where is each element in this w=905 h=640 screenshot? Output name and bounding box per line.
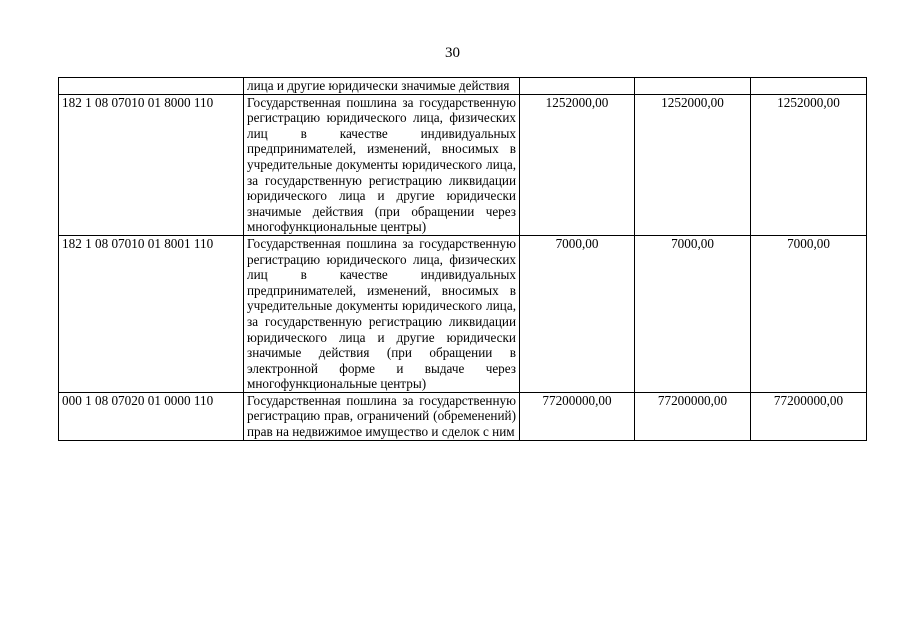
revenue-code-cell: 000 1 08 07020 01 0000 110	[59, 392, 244, 440]
revenue-code-cell	[59, 78, 244, 95]
revenue-name-cell: Государственная пошлина за государственную регистрацию юридического лица, физических лиц в качестве индивидуальных предпринимателей, изменений, вносимых в учредительные документы юридического лица, за государственную регистрацию ликвидации юридического лица и другие юридически значимые действия (при обращении в электронной форме и выдаче через многофункциональные центры)	[244, 235, 520, 392]
amount-year1-cell: 7000,00	[520, 235, 635, 392]
amount-year2-cell	[635, 78, 751, 95]
amount-year3-cell	[751, 78, 867, 95]
amount-year1-cell	[520, 78, 635, 95]
amount-year1-cell: 77200000,00	[520, 392, 635, 440]
table-row	[59, 392, 867, 440]
budget-revenue-table	[58, 77, 867, 441]
amount-year3-cell: 77200000,00	[751, 392, 867, 440]
revenue-code-cell: 182 1 08 07010 01 8000 110	[59, 94, 244, 235]
amount-year2-cell: 77200000,00	[635, 392, 751, 440]
revenue-code-cell: 182 1 08 07010 01 8001 110	[59, 235, 244, 392]
revenue-name-cell: лица и другие юридически значимые действия	[244, 78, 520, 95]
amount-year3-cell: 1252000,00	[751, 94, 867, 235]
table-row	[59, 78, 867, 95]
table-row	[59, 235, 867, 392]
amount-year2-cell: 1252000,00	[635, 94, 751, 235]
revenue-name-cell: Государственная пошлина за государственную регистрацию прав, ограничений (обременений) прав на недвижимое имущество и сделок с ним	[244, 392, 520, 440]
amount-year3-cell: 7000,00	[751, 235, 867, 392]
revenue-name-cell: Государственная пошлина за государственную регистрацию юридического лица, физических лиц в качестве индивидуальных предпринимателей, изменений, вносимых в учредительные документы юридического лица, за государственную регистрацию ликвидации юридического лица и другие юридически значимые действия (при обращении через многофункциональные центры)	[244, 94, 520, 235]
table-row	[59, 94, 867, 235]
page-number: 30	[445, 45, 460, 61]
amount-year1-cell: 1252000,00	[520, 94, 635, 235]
amount-year2-cell: 7000,00	[635, 235, 751, 392]
